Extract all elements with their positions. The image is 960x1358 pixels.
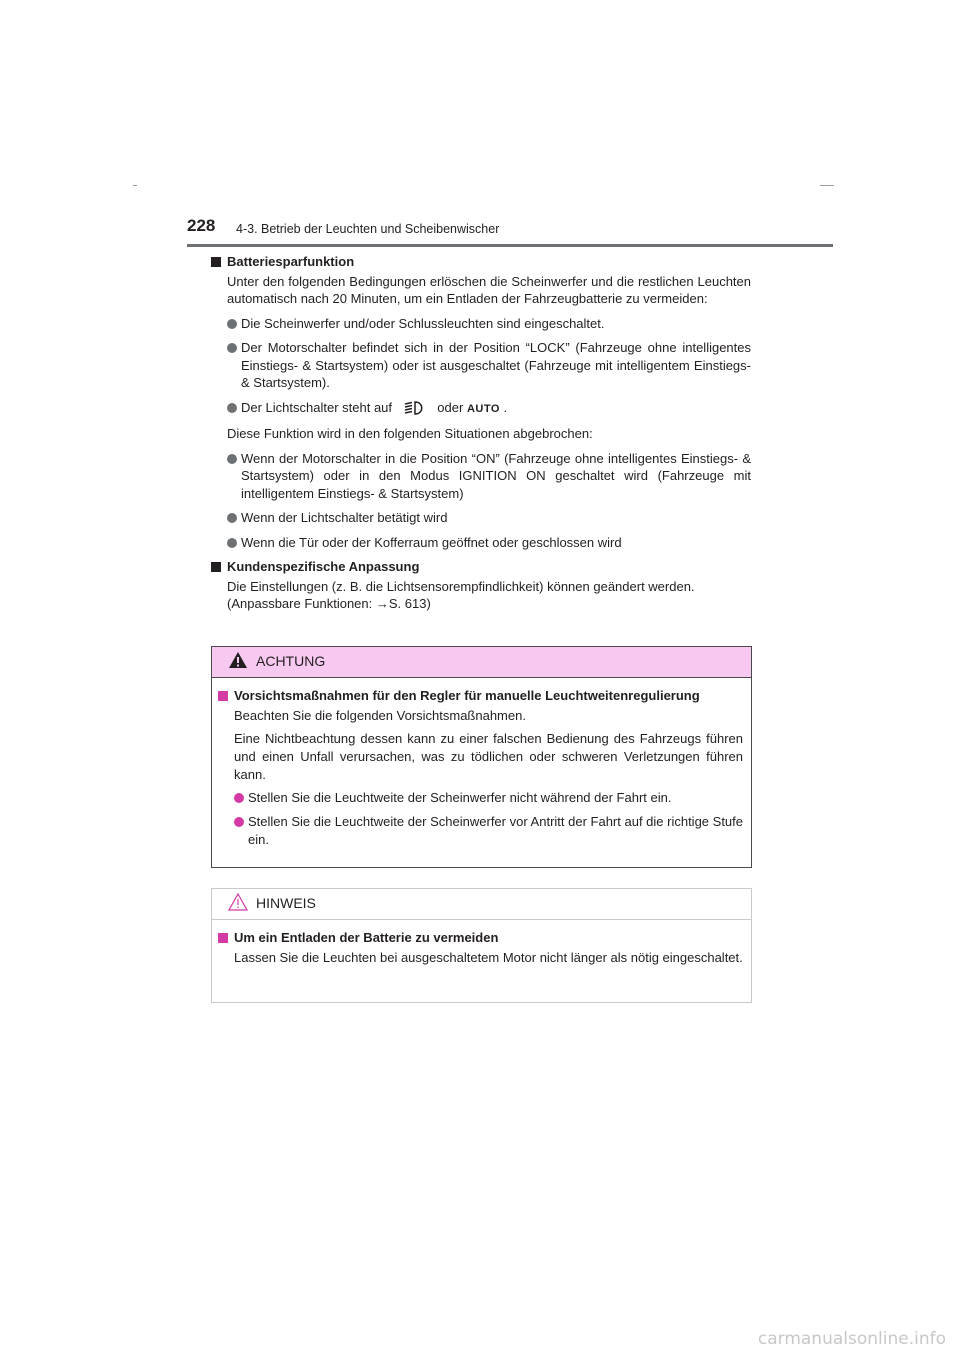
battery-intro: Unter den folgenden Bedingungen erlöschen die Scheinwerfer und die restlichen Leuchten automatisch nach 20 Minuten, um ein Entladen der Fahrzeugbatterie zu vermeiden: [227,273,751,306]
warning-heading: Vorsichtsmaßnahmen für den Regler für manuelle Leuchtweitenregulierung [218,687,743,705]
warning-content [212,678,751,849]
crop-mark-left [133,185,137,186]
square-bullet-icon [218,933,228,943]
square-bullet-icon [211,257,221,267]
warning-p2: Eine Nichtbeachtung dessen kann zu einer falschen Bedienung des Fahrzeugs führen und einen Unfall verursachen, was zu tödlichen oder schweren Verletzungen führen kann. [234,731,743,782]
list-item: Der Motorschalter befindet sich in der Position “LOCK” (Fahrzeuge ohne intelligentes Einstiegs- & Startsystem) oder ist ausgeschaltet (Fahrzeuge mit intelligentem Einstiegs- & Startsystem). [211,339,751,392]
circle-bullet-icon [234,793,244,803]
list-item: Stellen Sie die Leuchtweite der Scheinwerfer vor Antritt der Fahrt auf die richtige Stufe ein. [218,813,743,849]
circle-bullet-icon [227,403,237,413]
page-number: 228 [187,216,216,235]
square-bullet-icon [218,691,228,701]
cancel-intro: Diese Funktion wird in den folgenden Situationen abgebrochen: [227,426,593,441]
main-content [211,253,751,613]
section-title: 4-3. Betrieb der Leuchten und Scheibenwischer [236,222,500,236]
circle-bullet-icon [234,817,244,827]
note-heading: Um ein Entladen der Batterie zu vermeiden [218,929,743,947]
warning-box [211,646,752,868]
warning-header [212,647,751,678]
notice-triangle-icon [228,893,248,911]
circle-bullet-icon [227,319,237,329]
watermark: carmanualsonline.info [757,1329,946,1349]
warning-title: ACHTUNG [256,653,326,669]
list-item: Stellen Sie die Leuchtweite der Scheinwerfer nicht während der Fahrt ein. [218,789,743,807]
header-rule [187,244,833,247]
page-header [187,214,833,248]
list-item: Wenn der Lichtschalter betätigt wird [211,509,751,527]
warning-triangle-icon [228,651,248,669]
note-content [212,920,751,967]
circle-bullet-icon [227,454,237,464]
warning-p1: Beachten Sie die folgenden Vorsichtsmaßnahmen. [234,708,526,723]
custom-text: Die Einstellungen (z. B. die Lichtsensorempfindlichkeit) können geändert werden. (Anpassbare Funktionen: →S. 613) [211,578,751,613]
list-item: Wenn die Tür oder der Kofferraum geöffnet oder geschlossen wird [211,534,751,552]
battery-heading: Batteriesparfunktion [211,253,751,271]
note-box [211,888,752,1003]
circle-bullet-icon [227,343,237,353]
list-item: Der Lichtschalter steht auf oder AUTO . [211,399,751,419]
headlight-icon [402,400,428,416]
custom-heading: Kundenspezifische Anpassung [211,558,751,576]
note-title: HINWEIS [256,895,316,911]
note-header [212,889,751,920]
list-item: Die Scheinwerfer und/oder Schlussleuchten sind eingeschaltet. [211,315,751,333]
page-reference-link[interactable]: (Anpassbare Funktionen: →S. 613) [227,596,431,611]
list-item: Wenn der Motorschalter in die Position “ON” (Fahrzeuge ohne intelligentes Einstiegs- & Startsystem) oder in den Modus IGNITION ON geschaltet wird (Fahrzeuge mit intelligentem Einstiegs- & Startsystem) [211,450,751,503]
note-text: Lassen Sie die Leuchten bei ausgeschaltetem Motor nicht länger als nötig eingeschaltet. [234,950,743,965]
circle-bullet-icon [227,538,237,548]
circle-bullet-icon [227,513,237,523]
auto-icon: AUTO [466,402,500,415]
square-bullet-icon [211,562,221,572]
crop-mark-right [820,185,834,186]
